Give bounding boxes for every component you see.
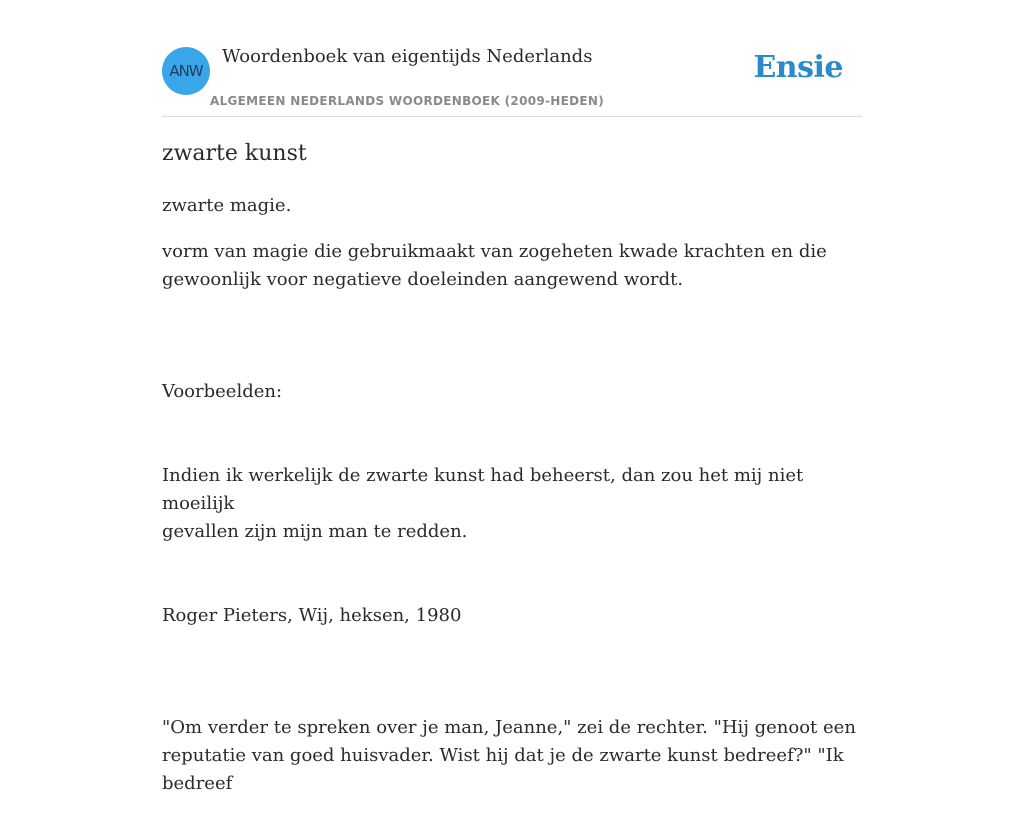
header bbox=[162, 0, 862, 117]
examples bbox=[162, 322, 862, 686]
page bbox=[162, 0, 862, 794]
anw-logo[interactable]: ANW bbox=[162, 47, 210, 95]
entry-term: zwarte kunst bbox=[162, 141, 307, 166]
entry-content bbox=[162, 138, 862, 816]
ensie-logo[interactable]: Ensie bbox=[753, 50, 843, 85]
short-definition: zwarte magie. bbox=[162, 195, 292, 216]
examples-label: Voorbeelden: bbox=[162, 381, 283, 402]
example-text: Indien ik werkelijk de zwarte kunst had beheerst, dan zou het mij niet moeilijk gevallen zijn mijn man te redden. bbox=[162, 465, 804, 542]
definition: vorm van magie die gebruikmaakt van zogeheten kwade krachten en die gewoonlijk voor negatieve doeleinden aangewend wordt. bbox=[162, 241, 827, 290]
example-source: Roger Pieters, Wij, heksen, 1980 bbox=[162, 605, 462, 626]
dictionary-subtitle: ALGEMEEN NEDERLANDS WOORDENBOEK (2009-HEDEN) bbox=[210, 94, 605, 108]
dictionary-title[interactable]: Woordenboek van eigentijds Nederlands bbox=[222, 46, 593, 67]
example-text-2: "Om verder te spreken over je man, Jeanne," zei de rechter. "Hij genoot een reputatie van goed huisvader. Wist hij dat je de zwarte kunst bedreef?" "Ik bedreef bbox=[162, 717, 856, 794]
